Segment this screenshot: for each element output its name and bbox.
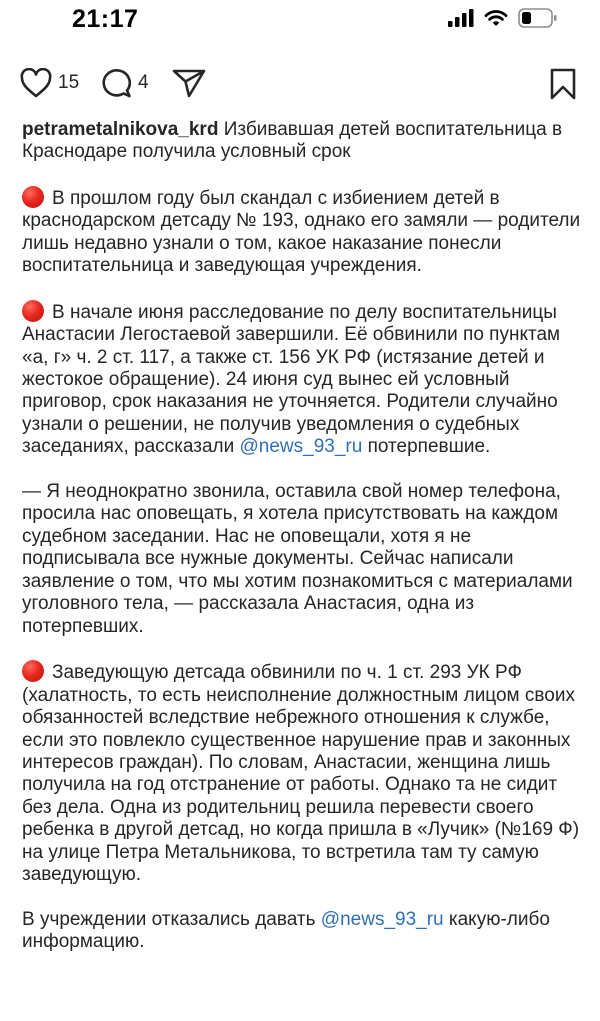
caption-paragraph [22,300,582,459]
heart-icon[interactable] [20,68,52,98]
caption-title: Избивавшая детей воспитательница в Краснодаре получила условный срок [22,119,563,163]
signal-icon [448,9,474,27]
bookmark-icon[interactable] [550,68,576,100]
red-circle-emoji-icon [22,300,44,322]
post-action-bar [0,60,600,110]
share-action[interactable] [172,68,206,98]
status-bar [0,0,600,46]
caption-body [22,186,582,954]
comment-action[interactable] [100,68,149,98]
caption-paragraph [22,481,582,638]
paragraph-text: В прошлом году был скандал с избиением детей в краснодарском детсаду № 193, однако его замяли — родители лишь недавно узнали о том, какое наказание понесли воспитательница и заведующая учреждения. [22,187,581,277]
paragraph-text: В учреждении отказались давать [22,908,321,930]
wifi-icon [484,9,508,27]
caption-paragraph [22,909,582,954]
like-count: 15 [58,72,80,93]
username-link[interactable]: petrametalnikova_krd [22,119,219,140]
red-circle-emoji-icon [22,660,44,682]
mention-link[interactable]: @news_93_ru [320,908,444,930]
paragraph-text-tail: потерпевшие. [362,436,491,458]
paragraph-text: — Я неоднократно звонила, оставила свой номер телефона, просила нас оповещать, я хотела присутствовать на каждом судебном заседании. Нас не оповещали, хотя я не подписывала все нужные документы. Сейчас написали заявление о том, что мы хотим познакомиться с материалами уголовного тела, — рассказала Анастасия, одна из потерпевших. [22,481,573,637]
comment-count: 4 [138,72,149,93]
caption-paragraph [22,186,582,278]
mention-link[interactable]: @news_93_ru [239,436,363,458]
paragraph-text-tail: какую-либо информацию. [22,908,550,953]
battery-icon [518,8,558,28]
red-circle-emoji-icon [22,186,44,208]
status-time: 21:17 [72,5,139,33]
like-action[interactable] [20,68,79,98]
share-icon[interactable] [172,68,206,98]
post-caption-area [22,119,582,954]
save-action[interactable] [550,68,576,100]
comment-icon[interactable] [100,68,132,98]
paragraph-text: В начале июня расследование по делу воспитательницы Анастасии Легостаевой завершили. Её обвинили по пунктам «а, г» ч. 2 ст. 117, а также ст. 156 УК РФ (истязание детей и жестокое обращение). 24 июня суд вынес ей условный приговор, срок наказания не уточняется. Родители случайно узнали о решении, не получив уведомления о судебных заседаниях, рассказали [22,301,561,458]
caption [22,119,582,164]
paragraph-text: Заведующую детсада обвинили по ч. 1 ст. 293 УК РФ (халатность, то есть неисполнение должностным лицом своих обязанностей вследствие небрежного отношения к службе, если это повлекло существенное нарушение прав и законных интересов граждан). По словам, Анастасии, женщина лишь получила на год отстранение от работы. Однако та не сидит без дела. Одна из родительниц решила перевести своего ребенка в другой детсад, но когда пришла в «Лучик» (№169 Ф) на улице Петра Метальникова, то встретила там ту самую заведующую. [22,662,580,885]
caption-paragraph [22,660,582,886]
